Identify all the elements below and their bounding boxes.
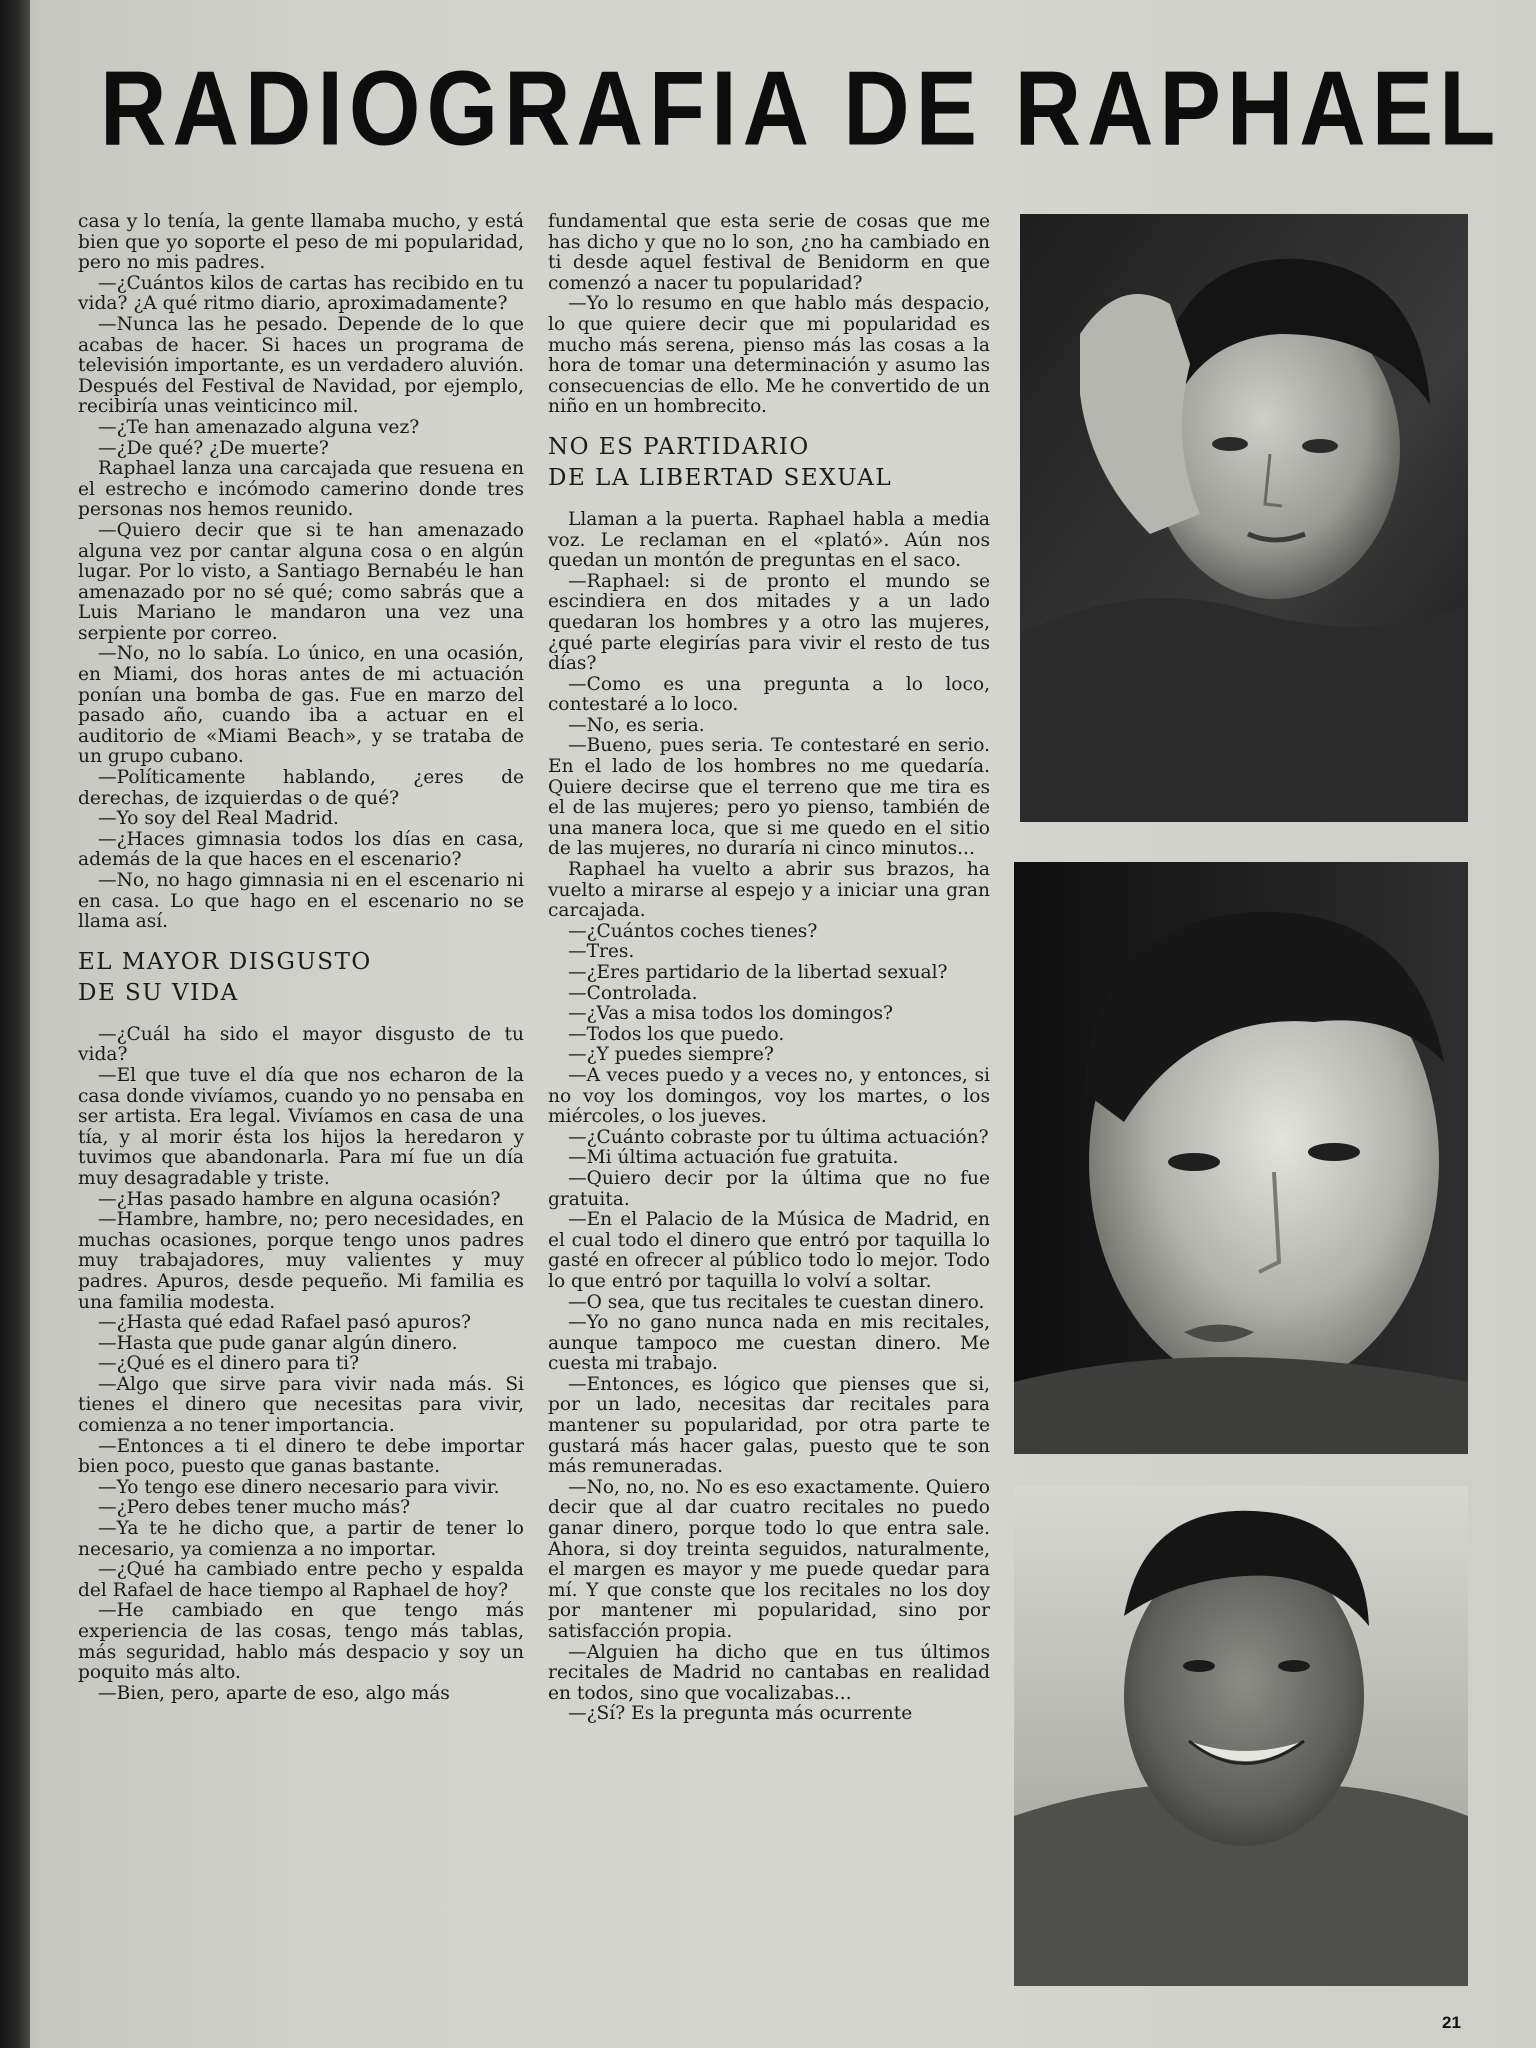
subheading-mayor-disgusto (78, 947, 524, 1009)
photo-raphael-smiling (1014, 1486, 1468, 1986)
subheading-line: DE SU VIDA (78, 979, 239, 1006)
column-1-body-top (78, 212, 524, 933)
article-paragraph: —Hambre, hambre, no; pero necesidades, en muchas ocasiones, porque tengo unos padres muy trabajadores, muy valientes y muy padres. Apuros, desde pequeño. Mi familia es una familia modesta. (78, 1209, 524, 1313)
article-paragraph: —Todos los que puedo. (568, 1023, 785, 1045)
article-paragraph: —No, no hago gimnasia ni en el escenario ni en casa. Lo que hago en el escenario no se llama así. (78, 870, 524, 933)
article-paragraph: —¿Eres partidario de la libertad sexual? (568, 962, 948, 983)
article-paragraph: —¿Cuánto cobraste por tu última actuación? (568, 1126, 989, 1148)
article-paragraph: —Bueno, pues seria. Te contestaré en serio. En el lado de los hombres no me quedaría. Quiere decirse que el terreno que me tira es el de las mujeres; pero yo pienso, también de una manera loca, que si me quedo en el sitio de las mujeres, no duraría ni cinco minutos... (548, 735, 990, 860)
article-paragraph: —No, no, no. No es eso exactamente. Quiero decir que al dar cuatro recitales no puedo ganar dinero, porque todo lo que entra sale. Ahora, si doy treinta seguidos, naturalmente, el margen es mayor y me puede quedar para mí. Y que conste que los recitales no los doy por mantener mi popularidad, sino por satisfacción propia. (548, 1476, 990, 1642)
article-column-2 (548, 212, 990, 1725)
article-paragraph: —No, es seria. (568, 714, 705, 736)
article-paragraph: —Entonces, es lógico que pienses que si, por un lado, necesitas dar recitales para mantener su popularidad, por otra parte te gustará más hacer galas, puesto que te son más remuneradas. (548, 1373, 990, 1478)
article-paragraph: —¿Cuál ha sido el mayor disgusto de tu vida? (78, 1023, 524, 1066)
article-paragraph: —El que tuve el día que nos echaron de la casa donde vivíamos, cuando yo no pensaba en ser artista. Era legal. Vivíamos en casa de una tía, y al morir ésta los hijos la heredaron y tuvimos que abandonarla. Para mí fue un día muy desagradable y triste. (78, 1064, 524, 1189)
article-paragraph: —Raphael: si de pronto el mundo se escindiera en dos mitades y a un lado quedaran los hombres y a otro las mujeres, ¿qué parte elegirías para vivir el resto de tus días? (548, 570, 990, 675)
article-paragraph: —No, no lo sabía. Lo único, en una ocasión, en Miami, dos horas antes de mi actuación ponían una bomba de gas. Fue en marzo del pasado año, cuando iba a actuar en el auditorio de «Miami Beach», y se trataba de un grupo cubano. (78, 643, 524, 768)
article-paragraph: —Políticamente hablando, ¿eres de derechas, de izquierdas o de qué? (78, 767, 524, 809)
article-paragraph: —¿Hasta qué edad Rafael pasó apuros? (98, 1312, 472, 1334)
article-paragraph: —¿Cuántos coches tienes? (568, 920, 818, 942)
column-2-body-bottom (548, 510, 990, 1725)
article-paragraph: —¿Pero debes tener mucho más? (98, 1497, 411, 1519)
article-paragraph: —Yo tengo ese dinero necesario para vivir. (98, 1476, 500, 1498)
article-paragraph: —¿Cuántos kilos de cartas has recibido en tu vida? ¿A qué ritmo diario, aproximadamente? (78, 272, 524, 315)
article-paragraph: —Bien, pero, aparte de eso, algo más (98, 1682, 450, 1704)
page-number: 21 (1442, 2013, 1461, 2032)
article-paragraph: —¿Qué ha cambiado entre pecho y espalda del Rafael de hace tiempo al Raphael de hoy? (78, 1559, 524, 1601)
photo-raphael-closeup (1014, 862, 1468, 1454)
article-paragraph: —¿Has pasado hambre en alguna ocasión? (98, 1188, 501, 1210)
article-paragraph: —Como es una pregunta a lo loco, contestaré a lo loco. (548, 673, 990, 716)
article-column-1 (78, 212, 524, 1704)
photo-raphael-hand-on-head (1020, 214, 1468, 822)
headline: RADIOGRAFIA DE RAPHAEL (100, 50, 1502, 168)
article-paragraph: —Quiero decir por la última que no fue gratuita. (548, 1167, 990, 1210)
column-1-body-bottom (78, 1025, 524, 1705)
article-paragraph: —Yo soy del Real Madrid. (98, 808, 339, 830)
article-paragraph: —Entonces a ti el dinero te debe importar bien poco, puesto que ganas bastante. (78, 1435, 524, 1478)
article-paragraph: —Hasta que pude ganar algún dinero. (98, 1332, 458, 1354)
article-paragraph: —Mi última actuación fue gratuita. (568, 1147, 899, 1169)
article-paragraph: Llaman a la puerta. Raphael habla a media voz. Le reclaman en el «plató». Aún nos quedan un montón de preguntas en el saco. (548, 508, 990, 572)
article-paragraph: —A veces puedo y a veces no, y entonces, si no voy los domingos, voy los martes, o los miércoles, o los jueves. (548, 1064, 990, 1128)
article-paragraph: —¿Vas a misa todos los domingos? (568, 1003, 893, 1025)
article-paragraph: —O sea, que tus recitales te cuestan dinero. (568, 1291, 985, 1313)
article-paragraph: —¿Y puedes siempre? (568, 1044, 774, 1066)
subheading-line: EL MAYOR DISGUSTO (78, 948, 372, 975)
article-paragraph: —Controlada. (568, 982, 698, 1004)
article-paragraph: —He cambiado en que tengo más experiencia de las cosas, tengo más tablas, más seguridad, hablo más despacio y soy un poquito más alto. (78, 1600, 524, 1684)
article-paragraph: —Yo no gano nunca nada en mis recitales, aunque tampoco me cuestan dinero. Me cuesta mi trabajo. (548, 1312, 990, 1375)
subheading-line: DE LA LIBERTAD SEXUAL (548, 464, 893, 491)
article-paragraph: casa y lo tenía, la gente llamaba mucho, y está bien que yo soporte el peso de mi popularidad, pero no mis padres. (78, 211, 524, 274)
binding-shadow (0, 0, 30, 2048)
article-paragraph: —¿Te han amenazado alguna vez? (98, 416, 420, 438)
article-paragraph: Raphael lanza una carcajada que resuena en el estrecho e incómodo camerino donde tres personas nos hemos reunido. (78, 458, 524, 521)
subheading-line: NO ES PARTIDARIO (548, 433, 810, 460)
article-paragraph: —Ya te he dicho que, a partir de tener lo necesario, ya comienza a no importar. (78, 1518, 524, 1560)
article-paragraph: —Algo que sirve para vivir nada más. Si tienes el dinero que necesitas para vivir, comienza a no tener importancia. (78, 1373, 524, 1437)
article-paragraph: Raphael ha vuelto a abrir sus brazos, ha vuelto a mirarse al espejo y a iniciar una gran carcajada. (548, 859, 990, 922)
subheading-libertad-sexual (548, 432, 990, 494)
article-paragraph: —¿Sí? Es la pregunta más ocurrente (568, 1703, 913, 1725)
article-paragraph: —Alguien ha dicho que en tus últimos recitales de Madrid no cantabas en realidad en todos, sino que vocalizabas... (548, 1641, 990, 1704)
article-paragraph: —Tres. (568, 941, 635, 963)
article-paragraph: —¿Qué es el dinero para ti? (98, 1353, 360, 1375)
article-paragraph: fundamental que esta serie de cosas que me has dicho y que no lo son, ¿no ha cambiado en ti desde aquel festival de Benidorm en que comenzó a nacer tu popularidad? (548, 211, 990, 294)
article-paragraph: —¿De qué? ¿De muerte? (98, 437, 329, 459)
column-2-body-top (548, 212, 990, 418)
article-paragraph: —¿Haces gimnasia todos los días en casa, además de la que haces en el escenario? (78, 828, 524, 871)
article-paragraph: —Quiero decir que si te han amenazado alguna vez por cantar alguna cosa o en algún lugar. Por lo visto, a Santiago Bernabéu le han amenazado por no sé qué; como sabrás que a Luis Mariano le mandaron una vez una serpiente por correo. (78, 519, 524, 644)
article-paragraph: —Yo lo resumo en que hablo más despacio, lo que quiere decir que mi popularidad es mucho más serena, pienso más las cosas a la hora de tomar una determinación y asumo las consecuencias de ello. Me he convertido de un niño en un hombrecito. (548, 293, 990, 418)
article-paragraph: —Nunca las he pesado. Depende de lo que acabas de hacer. Si haces un programa de televisión importante, es un verdadero aluvión. Después del Festival de Navidad, por ejemplo, recibiría unas veinticinco mil. (78, 313, 524, 418)
article-paragraph: —En el Palacio de la Música de Madrid, en el cual todo el dinero que entró por taquilla lo gasté en ofrecer al público todo lo mejor. Todo lo que entró por taquilla lo volví a soltar. (548, 1209, 990, 1292)
